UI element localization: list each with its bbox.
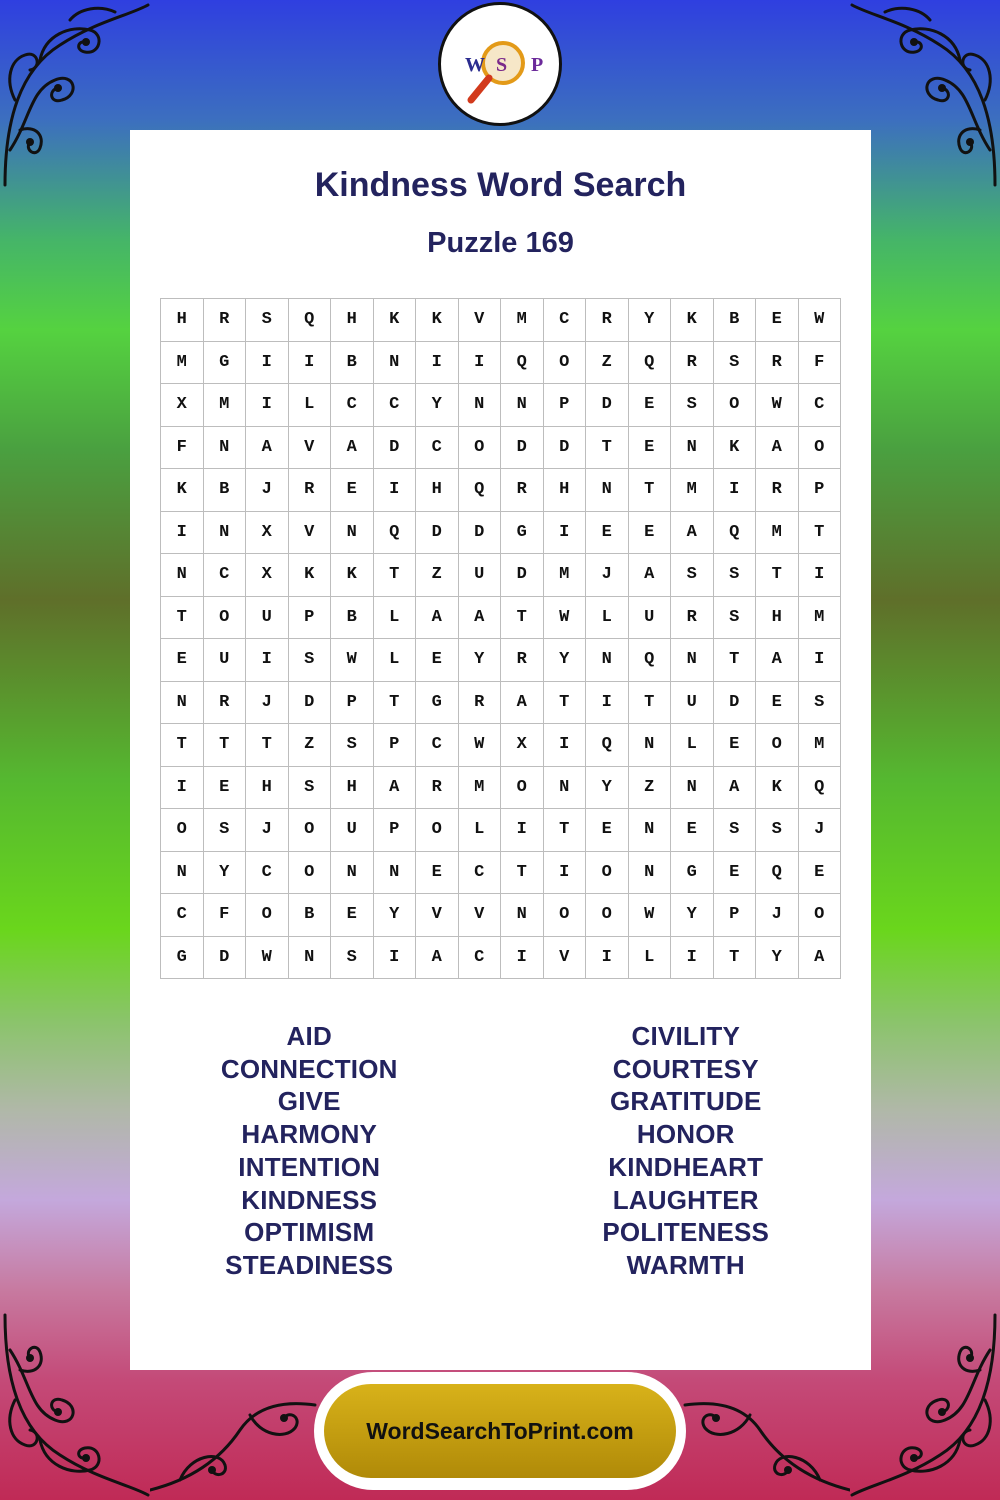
- svg-text:W: W: [465, 54, 485, 76]
- grid-cell[interactable]: L: [374, 597, 417, 640]
- grid-cell[interactable]: O: [289, 809, 332, 852]
- grid-cell[interactable]: N: [374, 342, 417, 385]
- word-list-item: CONNECTION: [220, 1053, 398, 1084]
- grid-cell[interactable]: E: [204, 767, 247, 810]
- grid-cell[interactable]: O: [289, 852, 332, 895]
- grid-cell[interactable]: U: [459, 554, 502, 597]
- grid-cell[interactable]: P: [331, 682, 374, 725]
- grid-cell[interactable]: O: [501, 767, 544, 810]
- grid-cell[interactable]: Y: [586, 767, 629, 810]
- grid-cell[interactable]: K: [416, 299, 459, 342]
- grid-cell[interactable]: B: [204, 469, 247, 512]
- grid-cell[interactable]: Z: [416, 554, 459, 597]
- grid-cell[interactable]: C: [459, 937, 502, 980]
- grid-cell[interactable]: R: [501, 469, 544, 512]
- grid-cell[interactable]: P: [799, 469, 842, 512]
- grid-cell[interactable]: D: [586, 384, 629, 427]
- grid-cell[interactable]: R: [501, 639, 544, 682]
- letter-grid[interactable]: [160, 298, 841, 979]
- grid-cell[interactable]: S: [714, 597, 757, 640]
- grid-cell[interactable]: B: [714, 299, 757, 342]
- grid-cell[interactable]: E: [331, 894, 374, 937]
- grid-cell[interactable]: O: [756, 724, 799, 767]
- word-list-item: POLITENESS: [602, 1217, 770, 1248]
- grid-cell[interactable]: W: [799, 299, 842, 342]
- grid-cell[interactable]: K: [714, 427, 757, 470]
- grid-cell[interactable]: D: [544, 427, 587, 470]
- grid-cell[interactable]: F: [161, 427, 204, 470]
- grid-cell[interactable]: V: [289, 512, 332, 555]
- grid-cell[interactable]: R: [289, 469, 332, 512]
- word-list-item: LAUGHTER: [612, 1184, 759, 1215]
- grid-cell[interactable]: P: [289, 597, 332, 640]
- grid-cell[interactable]: T: [544, 682, 587, 725]
- word-list-left: [124, 1020, 495, 1282]
- grid-cell[interactable]: S: [331, 724, 374, 767]
- grid-cell[interactable]: T: [629, 469, 672, 512]
- grid-cell[interactable]: Y: [756, 937, 799, 980]
- grid-cell[interactable]: I: [246, 639, 289, 682]
- grid-cell[interactable]: C: [459, 852, 502, 895]
- grid-cell[interactable]: W: [756, 384, 799, 427]
- grid-cell[interactable]: I: [586, 682, 629, 725]
- grid-cell[interactable]: L: [289, 384, 332, 427]
- grid-cell[interactable]: R: [204, 299, 247, 342]
- grid-cell[interactable]: T: [204, 724, 247, 767]
- grid-cell[interactable]: V: [416, 894, 459, 937]
- grid-cell[interactable]: C: [246, 852, 289, 895]
- grid-cell[interactable]: U: [204, 639, 247, 682]
- grid-cell[interactable]: N: [629, 852, 672, 895]
- grid-cell[interactable]: B: [331, 342, 374, 385]
- grid-cell[interactable]: T: [756, 554, 799, 597]
- grid-cell[interactable]: A: [331, 427, 374, 470]
- grid-cell[interactable]: A: [501, 682, 544, 725]
- grid-cell[interactable]: N: [501, 894, 544, 937]
- grid-cell[interactable]: H: [416, 469, 459, 512]
- grid-cell[interactable]: W: [629, 894, 672, 937]
- grid-cell[interactable]: T: [629, 682, 672, 725]
- grid-cell[interactable]: Q: [629, 342, 672, 385]
- grid-cell[interactable]: W: [246, 937, 289, 980]
- grid-cell[interactable]: D: [501, 554, 544, 597]
- grid-cell[interactable]: A: [756, 427, 799, 470]
- grid-cell[interactable]: R: [671, 597, 714, 640]
- grid-cell[interactable]: N: [204, 427, 247, 470]
- grid-cell[interactable]: R: [756, 469, 799, 512]
- grid-cell[interactable]: I: [289, 342, 332, 385]
- grid-cell[interactable]: L: [459, 809, 502, 852]
- grid-cell[interactable]: C: [416, 427, 459, 470]
- grid-cell[interactable]: O: [459, 427, 502, 470]
- grid-cell[interactable]: Q: [289, 299, 332, 342]
- grid-cell[interactable]: X: [161, 384, 204, 427]
- grid-cell[interactable]: T: [714, 639, 757, 682]
- grid-cell[interactable]: N: [671, 767, 714, 810]
- svg-text:P: P: [531, 54, 544, 76]
- grid-cell[interactable]: T: [161, 724, 204, 767]
- grid-cell[interactable]: N: [459, 384, 502, 427]
- grid-cell[interactable]: I: [586, 937, 629, 980]
- word-list-item: INTENTION: [238, 1151, 381, 1182]
- grid-cell[interactable]: C: [544, 299, 587, 342]
- corner-ornament-icon: [0, 1310, 150, 1500]
- grid-cell[interactable]: Q: [586, 724, 629, 767]
- grid-cell[interactable]: H: [544, 469, 587, 512]
- grid-cell[interactable]: S: [289, 639, 332, 682]
- grid-cell[interactable]: W: [459, 724, 502, 767]
- grid-cell[interactable]: E: [161, 639, 204, 682]
- grid-cell[interactable]: M: [459, 767, 502, 810]
- magnifier-logo-icon: [441, 5, 559, 123]
- grid-cell[interactable]: S: [799, 682, 842, 725]
- word-list-item: STEADINESS: [225, 1249, 394, 1280]
- grid-cell[interactable]: O: [544, 342, 587, 385]
- grid-cell[interactable]: I: [714, 469, 757, 512]
- word-list-item: HARMONY: [241, 1119, 378, 1150]
- grid-cell[interactable]: I: [246, 384, 289, 427]
- grid-cell[interactable]: E: [416, 639, 459, 682]
- grid-cell[interactable]: G: [501, 512, 544, 555]
- grid-cell[interactable]: S: [714, 809, 757, 852]
- grid-cell[interactable]: Z: [586, 342, 629, 385]
- grid-cell[interactable]: E: [629, 384, 672, 427]
- grid-cell[interactable]: A: [799, 937, 842, 980]
- word-list-item: OPTIMISM: [244, 1217, 375, 1248]
- grid-cell[interactable]: S: [671, 554, 714, 597]
- grid-cell[interactable]: X: [246, 554, 289, 597]
- grid-cell[interactable]: S: [289, 767, 332, 810]
- grid-cell[interactable]: D: [416, 512, 459, 555]
- grid-cell[interactable]: J: [246, 809, 289, 852]
- grid-cell[interactable]: E: [671, 809, 714, 852]
- grid-cell[interactable]: Y: [544, 639, 587, 682]
- grid-cell[interactable]: M: [756, 512, 799, 555]
- grid-cell[interactable]: U: [629, 597, 672, 640]
- puzzle-panel: [130, 130, 871, 1370]
- grid-cell[interactable]: I: [246, 342, 289, 385]
- grid-cell[interactable]: M: [204, 384, 247, 427]
- grid-cell[interactable]: R: [459, 682, 502, 725]
- grid-cell[interactable]: I: [544, 852, 587, 895]
- grid-cell[interactable]: V: [459, 299, 502, 342]
- grid-cell[interactable]: V: [459, 894, 502, 937]
- grid-cell[interactable]: N: [629, 809, 672, 852]
- grid-cell[interactable]: C: [374, 384, 417, 427]
- grid-cell[interactable]: I: [161, 767, 204, 810]
- grid-cell[interactable]: T: [374, 554, 417, 597]
- svg-text:S: S: [496, 54, 508, 76]
- grid-cell[interactable]: T: [714, 937, 757, 980]
- grid-cell[interactable]: D: [204, 937, 247, 980]
- grid-cell[interactable]: T: [161, 597, 204, 640]
- grid-cell[interactable]: R: [756, 342, 799, 385]
- grid-cell[interactable]: I: [544, 724, 587, 767]
- grid-cell[interactable]: Y: [459, 639, 502, 682]
- grid-cell[interactable]: E: [799, 852, 842, 895]
- grid-cell[interactable]: E: [586, 512, 629, 555]
- grid-cell[interactable]: T: [799, 512, 842, 555]
- grid-cell[interactable]: A: [416, 937, 459, 980]
- grid-cell[interactable]: I: [374, 469, 417, 512]
- word-list-item: KINDNESS: [241, 1184, 378, 1215]
- grid-cell[interactable]: O: [586, 852, 629, 895]
- grid-cell[interactable]: O: [161, 809, 204, 852]
- grid-cell[interactable]: I: [374, 937, 417, 980]
- grid-cell[interactable]: N: [161, 554, 204, 597]
- grid-cell[interactable]: Y: [374, 894, 417, 937]
- grid-cell[interactable]: K: [671, 299, 714, 342]
- grid-cell[interactable]: P: [374, 809, 417, 852]
- grid-cell[interactable]: E: [629, 512, 672, 555]
- grid-cell[interactable]: N: [501, 384, 544, 427]
- grid-cell[interactable]: D: [459, 512, 502, 555]
- grid-cell[interactable]: G: [671, 852, 714, 895]
- grid-cell[interactable]: H: [331, 299, 374, 342]
- grid-cell[interactable]: I: [544, 512, 587, 555]
- grid-cell[interactable]: M: [501, 299, 544, 342]
- word-list-item: CIVILITY: [631, 1021, 740, 1051]
- grid-cell[interactable]: H: [246, 767, 289, 810]
- grid-cell[interactable]: K: [374, 299, 417, 342]
- grid-cell[interactable]: Q: [714, 512, 757, 555]
- grid-cell[interactable]: E: [756, 299, 799, 342]
- grid-cell[interactable]: I: [416, 342, 459, 385]
- grid-cell[interactable]: C: [799, 384, 842, 427]
- grid-cell[interactable]: M: [544, 554, 587, 597]
- scroll-ornament-icon: [680, 1370, 850, 1500]
- grid-cell[interactable]: O: [204, 597, 247, 640]
- grid-cell[interactable]: T: [501, 597, 544, 640]
- grid-cell[interactable]: I: [671, 937, 714, 980]
- grid-cell[interactable]: M: [799, 597, 842, 640]
- grid-cell[interactable]: R: [416, 767, 459, 810]
- grid-cell[interactable]: N: [204, 512, 247, 555]
- grid-cell[interactable]: Q: [756, 852, 799, 895]
- grid-cell[interactable]: P: [374, 724, 417, 767]
- grid-cell[interactable]: S: [246, 299, 289, 342]
- grid-cell[interactable]: M: [161, 342, 204, 385]
- grid-cell[interactable]: H: [756, 597, 799, 640]
- grid-cell[interactable]: N: [331, 852, 374, 895]
- grid-cell[interactable]: S: [331, 937, 374, 980]
- word-list-item: GRATITUDE: [609, 1086, 762, 1117]
- grid-cell[interactable]: D: [289, 682, 332, 725]
- grid-cell[interactable]: N: [586, 469, 629, 512]
- grid-cell[interactable]: P: [714, 894, 757, 937]
- grid-cell[interactable]: J: [756, 894, 799, 937]
- grid-cell[interactable]: E: [586, 809, 629, 852]
- grid-cell[interactable]: Y: [671, 894, 714, 937]
- grid-cell[interactable]: R: [671, 342, 714, 385]
- grid-cell[interactable]: A: [671, 512, 714, 555]
- grid-cell[interactable]: T: [544, 809, 587, 852]
- grid-cell[interactable]: T: [374, 682, 417, 725]
- grid-cell[interactable]: K: [331, 554, 374, 597]
- grid-cell[interactable]: S: [714, 554, 757, 597]
- grid-cell[interactable]: J: [799, 809, 842, 852]
- grid-cell[interactable]: L: [374, 639, 417, 682]
- grid-cell[interactable]: W: [544, 597, 587, 640]
- grid-cell[interactable]: N: [671, 639, 714, 682]
- corner-ornament-icon: [0, 0, 150, 190]
- grid-cell[interactable]: C: [416, 724, 459, 767]
- grid-cell[interactable]: I: [161, 512, 204, 555]
- word-list-item: GIVE: [277, 1086, 341, 1117]
- grid-cell[interactable]: A: [374, 767, 417, 810]
- grid-cell[interactable]: L: [671, 724, 714, 767]
- grid-cell[interactable]: C: [161, 894, 204, 937]
- grid-cell[interactable]: Y: [204, 852, 247, 895]
- grid-cell[interactable]: X: [246, 512, 289, 555]
- word-list-item: HONOR: [636, 1119, 735, 1150]
- grid-cell[interactable]: N: [331, 512, 374, 555]
- grid-cell[interactable]: N: [161, 852, 204, 895]
- grid-cell[interactable]: S: [204, 809, 247, 852]
- grid-cell[interactable]: K: [161, 469, 204, 512]
- grid-cell[interactable]: A: [416, 597, 459, 640]
- grid-cell[interactable]: F: [204, 894, 247, 937]
- grid-cell[interactable]: X: [501, 724, 544, 767]
- word-list-item: KINDHEART: [608, 1151, 764, 1182]
- grid-cell[interactable]: B: [331, 597, 374, 640]
- grid-cell[interactable]: S: [671, 384, 714, 427]
- site-link[interactable]: WordSearchToPrint.com: [324, 1384, 676, 1478]
- grid-cell[interactable]: N: [544, 767, 587, 810]
- grid-cell[interactable]: I: [799, 639, 842, 682]
- grid-cell[interactable]: J: [586, 554, 629, 597]
- grid-cell[interactable]: O: [246, 894, 289, 937]
- grid-cell[interactable]: I: [501, 809, 544, 852]
- grid-cell[interactable]: J: [246, 682, 289, 725]
- grid-cell[interactable]: E: [629, 427, 672, 470]
- grid-cell[interactable]: T: [246, 724, 289, 767]
- grid-cell[interactable]: G: [204, 342, 247, 385]
- grid-cell[interactable]: E: [331, 469, 374, 512]
- grid-cell[interactable]: N: [629, 724, 672, 767]
- word-list-item: WARMTH: [626, 1249, 745, 1280]
- grid-cell[interactable]: K: [756, 767, 799, 810]
- grid-cell[interactable]: T: [586, 427, 629, 470]
- grid-cell[interactable]: J: [246, 469, 289, 512]
- grid-cell[interactable]: D: [501, 427, 544, 470]
- scroll-ornament-icon: [150, 1370, 320, 1500]
- grid-cell[interactable]: G: [161, 937, 204, 980]
- grid-cell[interactable]: C: [204, 554, 247, 597]
- grid-cell[interactable]: B: [289, 894, 332, 937]
- grid-cell[interactable]: C: [331, 384, 374, 427]
- grid-cell[interactable]: Q: [501, 342, 544, 385]
- grid-cell[interactable]: N: [374, 852, 417, 895]
- word-list-item: COURTESY: [612, 1053, 759, 1084]
- grid-cell[interactable]: H: [161, 299, 204, 342]
- grid-cell[interactable]: E: [714, 724, 757, 767]
- grid-cell[interactable]: O: [799, 894, 842, 937]
- grid-cell[interactable]: U: [246, 597, 289, 640]
- grid-cell[interactable]: L: [586, 597, 629, 640]
- grid-cell[interactable]: I: [799, 554, 842, 597]
- site-banner[interactable]: [314, 1372, 686, 1490]
- grid-cell[interactable]: A: [459, 597, 502, 640]
- grid-cell[interactable]: N: [671, 427, 714, 470]
- grid-cell[interactable]: T: [501, 852, 544, 895]
- grid-cell[interactable]: F: [799, 342, 842, 385]
- grid-cell[interactable]: D: [374, 427, 417, 470]
- grid-cell[interactable]: U: [671, 682, 714, 725]
- word-list-item: AID: [286, 1021, 332, 1051]
- grid-cell[interactable]: V: [544, 937, 587, 980]
- grid-cell[interactable]: A: [246, 427, 289, 470]
- grid-cell[interactable]: O: [544, 894, 587, 937]
- grid-cell[interactable]: O: [586, 894, 629, 937]
- grid-cell[interactable]: S: [756, 809, 799, 852]
- grid-cell[interactable]: S: [714, 342, 757, 385]
- grid-cell[interactable]: N: [586, 639, 629, 682]
- grid-cell[interactable]: M: [671, 469, 714, 512]
- grid-cell[interactable]: R: [586, 299, 629, 342]
- grid-cell[interactable]: Q: [799, 767, 842, 810]
- grid-cell[interactable]: W: [331, 639, 374, 682]
- grid-cell[interactable]: D: [714, 682, 757, 725]
- page-title: Kindness Word Search: [314, 166, 687, 204]
- grid-cell[interactable]: A: [629, 554, 672, 597]
- grid-cell[interactable]: G: [416, 682, 459, 725]
- grid-cell[interactable]: A: [756, 639, 799, 682]
- grid-cell[interactable]: O: [799, 427, 842, 470]
- grid-cell[interactable]: Y: [629, 299, 672, 342]
- grid-cell[interactable]: V: [289, 427, 332, 470]
- word-list: [130, 1020, 871, 1282]
- word-list-right: [501, 1020, 872, 1282]
- grid-cell[interactable]: L: [629, 937, 672, 980]
- grid-cell[interactable]: E: [416, 852, 459, 895]
- grid-cell[interactable]: A: [714, 767, 757, 810]
- grid-cell[interactable]: E: [756, 682, 799, 725]
- grid-cell[interactable]: K: [289, 554, 332, 597]
- grid-cell[interactable]: H: [331, 767, 374, 810]
- grid-cell[interactable]: Q: [374, 512, 417, 555]
- grid-cell[interactable]: I: [459, 342, 502, 385]
- grid-cell[interactable]: M: [799, 724, 842, 767]
- grid-cell[interactable]: Z: [289, 724, 332, 767]
- grid-cell[interactable]: N: [289, 937, 332, 980]
- grid-cell[interactable]: Y: [416, 384, 459, 427]
- grid-cell[interactable]: O: [714, 384, 757, 427]
- corner-ornament-icon: [850, 0, 1000, 190]
- grid-cell[interactable]: R: [204, 682, 247, 725]
- grid-cell[interactable]: Q: [459, 469, 502, 512]
- grid-cell[interactable]: Z: [629, 767, 672, 810]
- grid-cell[interactable]: Q: [629, 639, 672, 682]
- grid-cell[interactable]: O: [416, 809, 459, 852]
- grid-cell[interactable]: I: [501, 937, 544, 980]
- grid-cell[interactable]: E: [714, 852, 757, 895]
- puzzle-number: Puzzle 169: [427, 227, 574, 259]
- grid-cell[interactable]: N: [161, 682, 204, 725]
- wsp-logo[interactable]: [438, 2, 562, 126]
- grid-cell[interactable]: P: [544, 384, 587, 427]
- corner-ornament-icon: [850, 1310, 1000, 1500]
- grid-cell[interactable]: U: [331, 809, 374, 852]
